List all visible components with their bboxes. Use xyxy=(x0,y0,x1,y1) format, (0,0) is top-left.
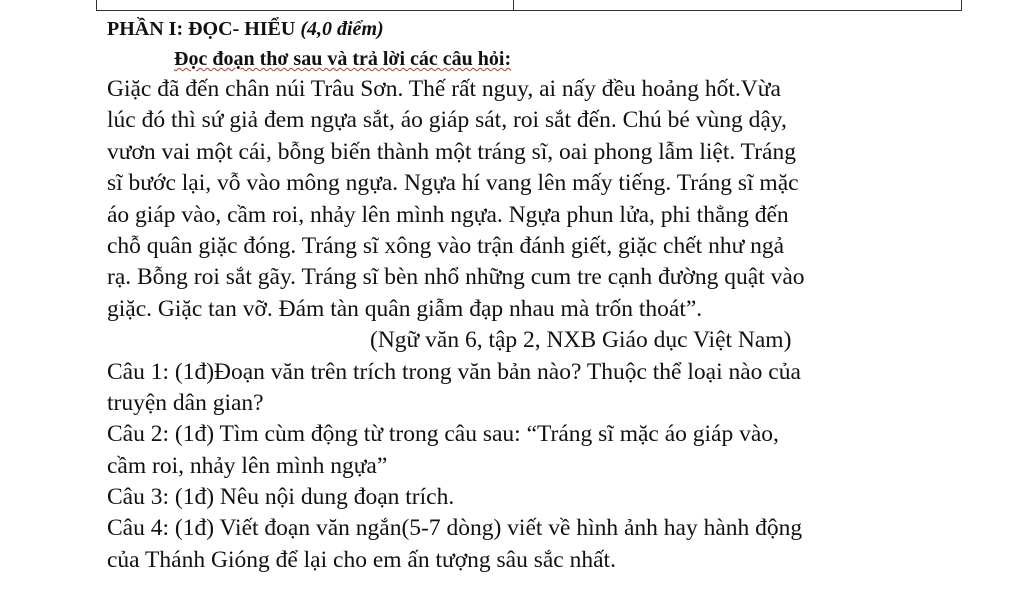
passage-line: giặc. Giặc tan vỡ. Đám tàn quân giẫm đạp nhau mà trốn thoát”. xyxy=(107,295,703,322)
question-line: của Thánh Gióng để lại cho em ấn tượng sâu sắc nhất. xyxy=(107,546,616,573)
section-heading xyxy=(107,14,967,44)
question-line: Câu 1: (1đ)Đoạn văn trên trích trong văn bản nào? Thuộc thể loại nào của xyxy=(107,358,801,385)
table-cell-divider xyxy=(513,0,514,10)
passage-line: chỗ quân giặc đóng. Tráng sĩ xông vào trận đánh giết, giặc chết như ngả xyxy=(107,232,785,259)
question-line: Câu 2: (1đ) Tìm cùm động từ trong câu sau: “Tráng sĩ mặc áo giáp vào, xyxy=(107,421,779,448)
question-line: Câu 4: (1đ) Viết đoạn văn ngắn(5-7 dòng) viết về hình ảnh hay hành động xyxy=(107,515,803,542)
passage-line: lúc đó thì sứ giả đem ngựa sắt, áo giáp sát, roi sắt đến. Chú bé vùng dậy, xyxy=(107,107,787,134)
document-page xyxy=(107,14,967,576)
question-line: Câu 3: (1đ) Nêu nội dung đoạn trích. xyxy=(107,484,455,511)
passage-line: vươn vai một cái, bỗng biến thành một tráng sĩ, oai phong lẫm liệt. Tráng xyxy=(107,138,796,165)
passage xyxy=(107,74,967,325)
passage-line: áo giáp vào, cầm roi, nhảy lên mình ngựa. Ngựa phun lửa, phi thẳng đến xyxy=(107,201,789,228)
source-citation: (Ngữ văn 6, tập 2, NXB Giáo dục Việt Nam) xyxy=(370,327,792,354)
question-line: truyện dân gian? xyxy=(107,389,264,416)
instruction xyxy=(107,44,967,74)
instruction-text: Đọc đoạn thơ sau và trả lời các câu hỏi: xyxy=(174,48,512,70)
top-table-border xyxy=(96,0,962,11)
passage-line: Giặc đã đến chân núi Trâu Sơn. Thế rất nguy, ai nấy đều hoảng hốt.Vừa xyxy=(107,76,781,102)
questions xyxy=(107,357,967,577)
passage-line: sĩ bước lại, vỗ vào mông ngựa. Ngựa hí vang lên mấy tiếng. Tráng sĩ mặc xyxy=(107,170,799,197)
passage-line: rạ. Bỗng roi sắt gãy. Tráng sĩ bèn nhổ những cum tre cạnh đường quật vào xyxy=(107,264,805,291)
section-heading-text: PHẦN I: ĐỌC- HIỂU xyxy=(107,18,296,40)
question-line: cầm roi, nhảy lên mình ngựa” xyxy=(107,452,388,479)
section-points: (4,0 điểm) xyxy=(300,18,384,40)
